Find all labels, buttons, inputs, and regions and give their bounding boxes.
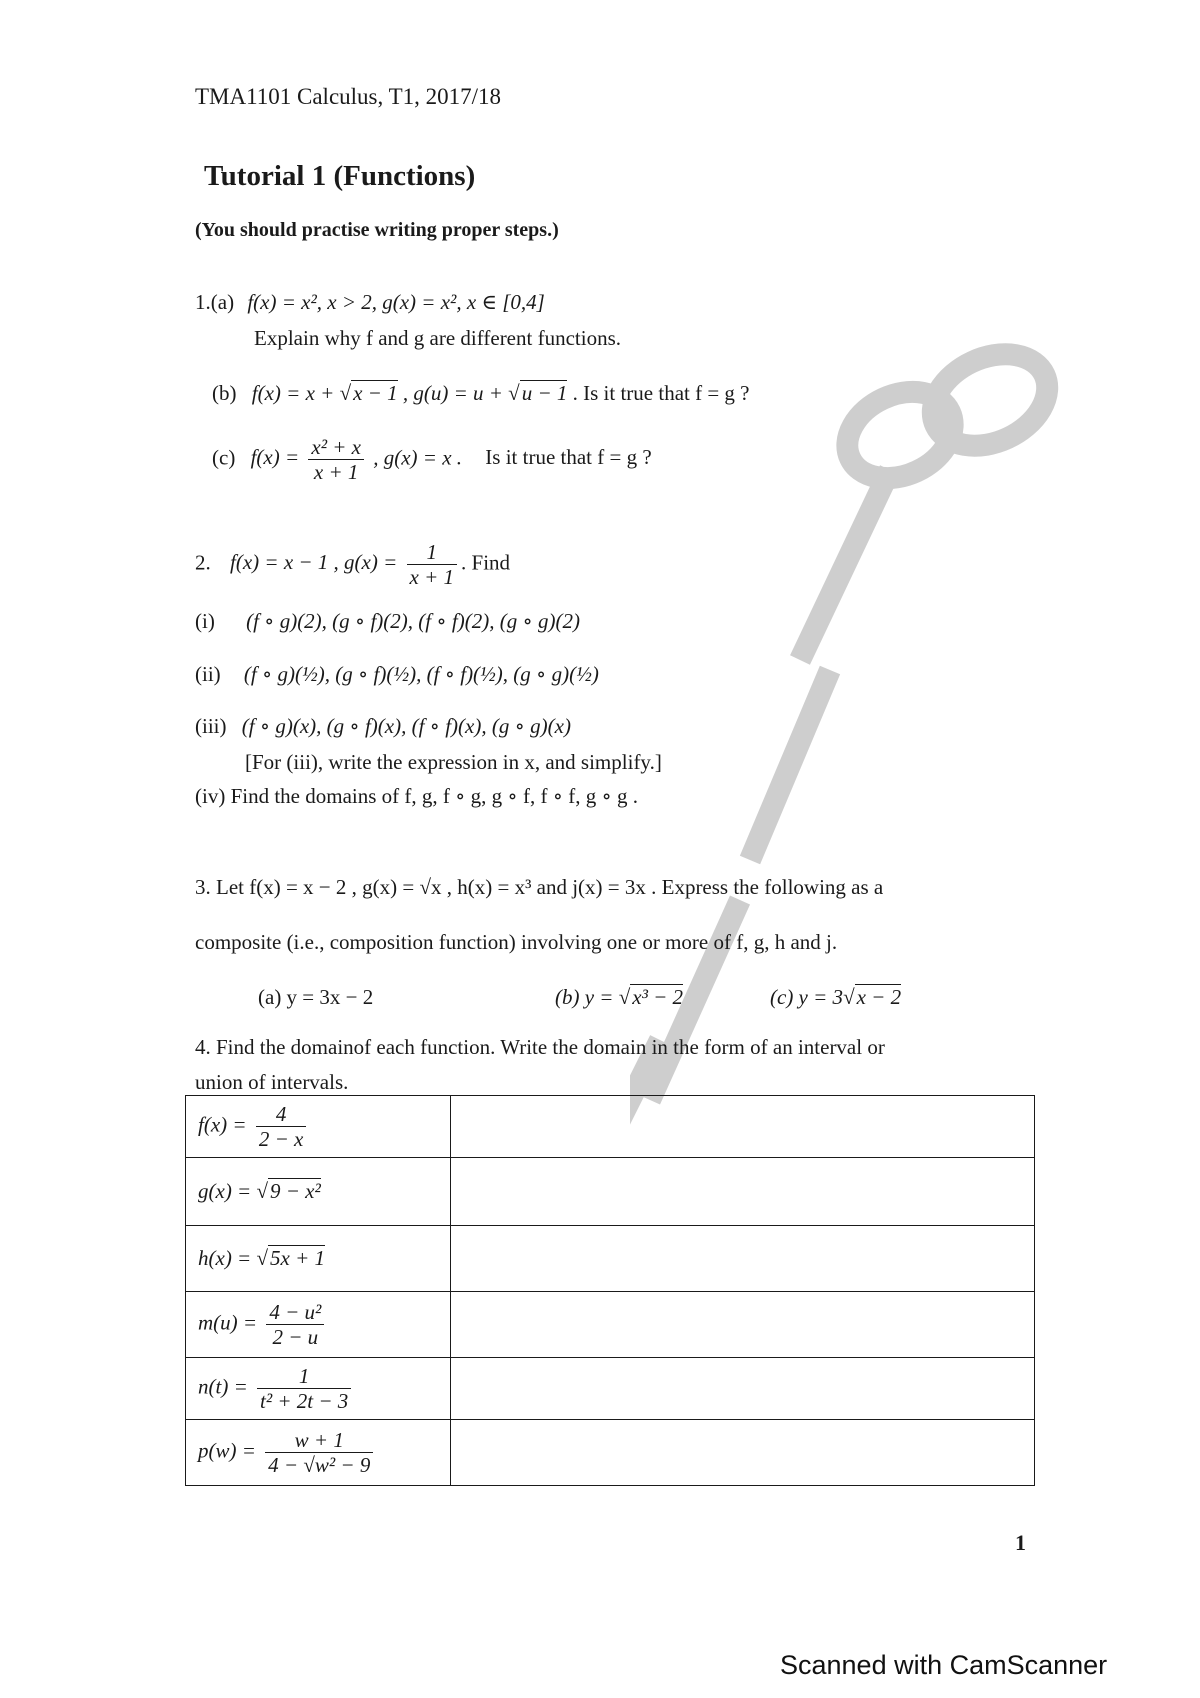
camscanner-footer: Scanned with CamScanner bbox=[780, 1650, 1108, 1680]
q2-label: 2. bbox=[195, 550, 211, 575]
function-name: n(t) = bbox=[198, 1374, 248, 1399]
q1b bbox=[212, 381, 750, 406]
q3-c-radicand: x − 2 bbox=[856, 985, 902, 1009]
q2-iii-expr: (f ∘ g)(x), (g ∘ f)(x), (f ∘ f)(x), (g ∘ g)(x) bbox=[241, 714, 571, 738]
table-row bbox=[186, 1226, 1035, 1292]
sqrt-sign: √ bbox=[618, 985, 631, 1009]
q1b-g-radicand: u − 1 bbox=[521, 381, 568, 405]
q2-ii bbox=[195, 662, 599, 687]
q2-iii bbox=[195, 714, 571, 739]
function-name: f(x) = bbox=[198, 1112, 247, 1137]
fraction bbox=[257, 1364, 351, 1413]
table-row bbox=[186, 1158, 1035, 1226]
q3-a: (a) y = 3x − 2 bbox=[258, 985, 374, 1009]
function-name: m(u) = bbox=[198, 1310, 258, 1335]
numerator: 4 bbox=[256, 1102, 307, 1127]
page-title: Tutorial 1 (Functions) bbox=[204, 160, 476, 192]
q1c-numerator: x² + x bbox=[308, 435, 364, 460]
q3-b-radicand: x³ − 2 bbox=[632, 985, 684, 1009]
answer-cell[interactable] bbox=[451, 1358, 1035, 1420]
q1c bbox=[212, 435, 652, 484]
q2-iii-label: (iii) bbox=[195, 714, 227, 738]
q1a-expression: f(x) = x², x > 2, g(x) = x², x ∈ [0,4] bbox=[247, 290, 545, 314]
q1c-g: , g(x) = x . bbox=[373, 445, 463, 470]
fraction bbox=[266, 1300, 324, 1349]
q2-i bbox=[195, 609, 580, 634]
q2-iv: (iv) Find the domains of f, g, f ∘ g, g ∘ f, f ∘ f, g ∘ g . bbox=[195, 784, 639, 808]
numerator: w + 1 bbox=[265, 1428, 373, 1453]
document-header: TMA1101 Calculus, T1, 2017/18 bbox=[195, 84, 502, 109]
radicand: 5x + 1 bbox=[270, 1246, 326, 1270]
q1c-denominator: x + 1 bbox=[313, 460, 359, 485]
q3-line2: composite (i.e., composition function) involving one or more of f, g, h and j. bbox=[195, 930, 838, 954]
answer-cell[interactable] bbox=[451, 1420, 1035, 1486]
q2 bbox=[195, 540, 510, 589]
table-row bbox=[186, 1358, 1035, 1420]
q3-b bbox=[555, 985, 683, 1010]
q2-numerator: 1 bbox=[407, 540, 458, 565]
q1a-text: Explain why f and g are different functions. bbox=[254, 326, 621, 350]
q2-iii-note: [For (iii), write the expression in x, and simplify.] bbox=[245, 750, 662, 774]
function-cell bbox=[186, 1292, 451, 1358]
q3-line1: 3. Let f(x) = x − 2 , g(x) = √x , h(x) = x³ and j(x) = 3x . Express the following as a bbox=[195, 875, 884, 899]
function-cell bbox=[186, 1420, 451, 1486]
instructions: (You should practise writing proper steps.) bbox=[195, 219, 559, 241]
denominator: 2 − u bbox=[272, 1325, 319, 1349]
q4-line2: union of intervals. bbox=[195, 1070, 349, 1094]
table-row bbox=[186, 1096, 1035, 1158]
q1b-label: (b) bbox=[212, 381, 237, 405]
function-cell bbox=[186, 1226, 451, 1292]
function-name: h(x) = √ bbox=[198, 1246, 269, 1270]
answer-cell[interactable] bbox=[451, 1096, 1035, 1158]
answer-cell[interactable] bbox=[451, 1226, 1035, 1292]
answer-cell[interactable] bbox=[451, 1292, 1035, 1358]
answer-cell[interactable] bbox=[451, 1158, 1035, 1226]
q3-c bbox=[770, 985, 901, 1010]
q3-c-label: (c) y = 3 bbox=[770, 985, 844, 1009]
function-cell bbox=[186, 1158, 451, 1226]
q1b-f-radicand: x − 1 bbox=[353, 381, 398, 405]
denominator: 4 − √w² − 9 bbox=[268, 1453, 371, 1477]
q1a-label: 1.(a) bbox=[195, 290, 235, 314]
q2-ii-label: (ii) bbox=[195, 662, 221, 686]
q2-find: . Find bbox=[461, 550, 511, 575]
function-name: p(w) = bbox=[198, 1438, 256, 1463]
q2-expression: f(x) = x − 1 , g(x) = bbox=[230, 550, 398, 575]
fraction bbox=[256, 1102, 307, 1151]
q1b-question: . Is it true that f = g ? bbox=[572, 381, 750, 405]
function-cell bbox=[186, 1096, 451, 1158]
sqrt-sign: √ bbox=[339, 381, 352, 405]
q3-b-label: (b) y = bbox=[555, 985, 619, 1009]
q4-line1: 4. Find the domainof each function. Write the domain in the form of an interval or bbox=[195, 1035, 885, 1059]
page-number: 1 bbox=[1015, 1530, 1026, 1555]
domain-table bbox=[185, 1095, 1035, 1486]
radicand: 9 − x² bbox=[270, 1179, 321, 1203]
sqrt-sign: √ bbox=[508, 381, 520, 405]
numerator: 1 bbox=[257, 1364, 351, 1389]
q2-ii-expr: (f ∘ g)(½), (g ∘ f)(½), (f ∘ f)(½), (g ∘ g)(½) bbox=[243, 662, 599, 686]
function-name: g(x) = √ bbox=[198, 1179, 269, 1203]
q2-denominator: x + 1 bbox=[409, 565, 455, 590]
denominator: t² + 2t − 3 bbox=[260, 1389, 349, 1413]
table-row bbox=[186, 1292, 1035, 1358]
q2-i-label: (i) bbox=[195, 609, 215, 633]
q2-fraction bbox=[407, 540, 458, 589]
q1a bbox=[195, 290, 545, 315]
q1c-f: f(x) = bbox=[250, 445, 300, 470]
fraction bbox=[265, 1428, 373, 1477]
q2-i-expr: (f ∘ g)(2), (g ∘ f)(2), (f ∘ f)(2), (g ∘ g)(2) bbox=[246, 609, 580, 633]
table-row bbox=[186, 1420, 1035, 1486]
function-cell bbox=[186, 1358, 451, 1420]
q1c-fraction bbox=[308, 435, 364, 484]
q1b-f: f(x) = x + bbox=[251, 381, 340, 405]
numerator: 4 − u² bbox=[266, 1300, 324, 1325]
denominator: 2 − x bbox=[258, 1127, 304, 1151]
q1c-question: Is it true that f = g ? bbox=[485, 445, 652, 470]
sqrt-sign: √ bbox=[843, 985, 855, 1009]
q1b-g: , g(u) = u + bbox=[402, 381, 509, 405]
q1c-label: (c) bbox=[212, 445, 236, 470]
